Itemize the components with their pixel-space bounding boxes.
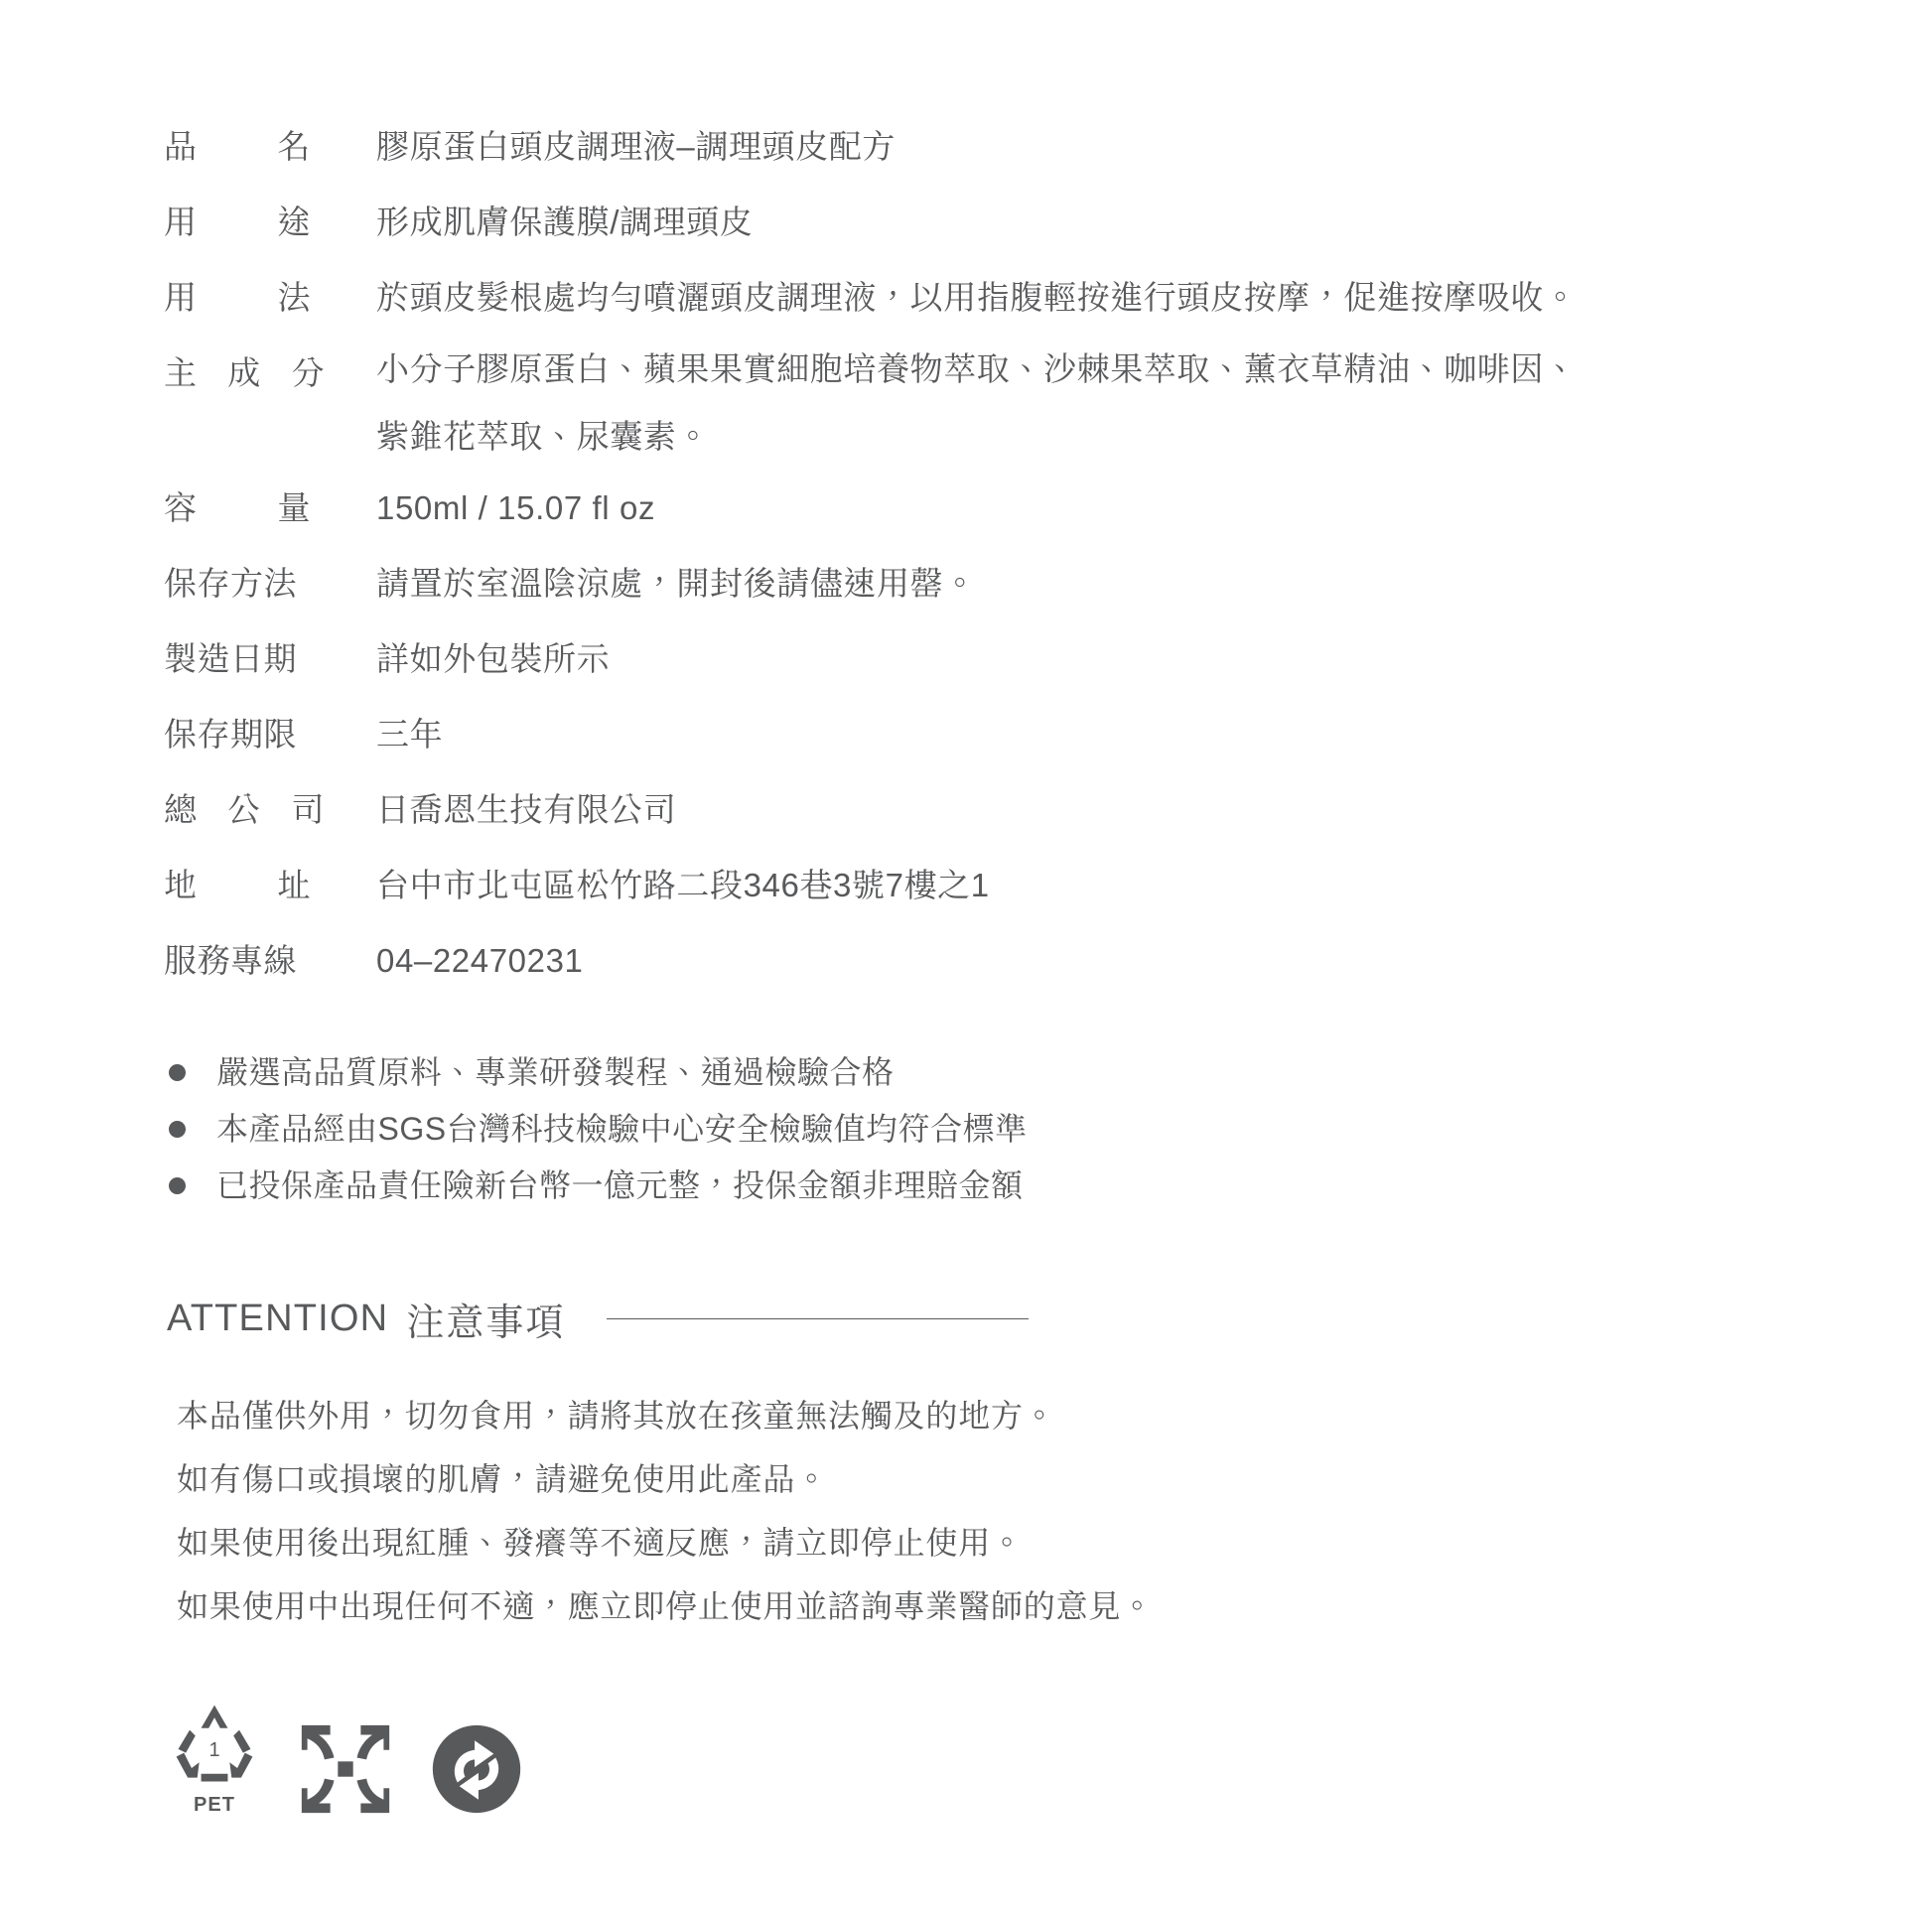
spec-label-text: 保存期限 (164, 716, 297, 753)
spec-label-product-name (164, 109, 372, 185)
product-spec-table (164, 109, 1792, 999)
spec-label-text: 製造日期 (164, 640, 297, 677)
list-item (167, 1101, 1932, 1158)
spec-label-company (164, 772, 372, 848)
spec-label-text: 用 途 (164, 204, 311, 240)
spec-value-volume: 150ml / 15.07 fl oz (376, 489, 656, 526)
table-row (164, 109, 1792, 185)
spec-label-purpose (164, 185, 372, 260)
attention-heading (167, 1292, 1932, 1346)
spec-label-service-line (164, 923, 372, 999)
bullet-dot-icon (169, 1177, 186, 1194)
spec-label-volume (164, 471, 372, 546)
table-row (164, 923, 1792, 999)
spec-label-usage (164, 260, 372, 336)
table-row (164, 471, 1792, 546)
list-item-label: 已投保產品責任險新台幣一億元整，投保金額非理賠金額 (216, 1167, 1024, 1203)
table-row (164, 697, 1792, 772)
list-item-label: 本產品經由SGS台灣科技檢驗中心安全檢驗值均符合標準 (216, 1111, 1028, 1147)
spec-table-body (164, 109, 1792, 999)
attention-list (177, 1384, 1932, 1638)
recycle-arrow-circle-icon (429, 1721, 524, 1817)
spec-label-text: 用 法 (164, 279, 311, 316)
list-item (167, 1044, 1932, 1101)
list-item: 本品僅供外用，切勿食用，請將其放在孩童無法觸及的地方。 (177, 1398, 1056, 1434)
spec-label-text: 保存方法 (164, 565, 297, 602)
table-row (164, 546, 1792, 621)
table-row (164, 185, 1792, 260)
table-row (164, 260, 1792, 336)
spec-value-storage: 請置於室溫陰涼處，開封後請儘速用罄。 (376, 565, 977, 602)
quality-bullet-list (167, 1044, 1932, 1214)
spec-value-shelf-life: 三年 (376, 716, 444, 753)
list-item (167, 1158, 1932, 1214)
bullet-dot-icon (169, 1121, 186, 1138)
list-item: 如果使用後出現紅腫、發癢等不適反應，請立即停止使用。 (177, 1525, 1024, 1561)
spec-value-product-name: 膠原蛋白頭皮調理液–調理頭皮配方 (376, 128, 896, 165)
spec-value-manufacture-date: 詳如外包裝所示 (376, 640, 611, 677)
spec-label-shelf-life (164, 697, 372, 772)
spec-label-text: 服務專線 (164, 942, 297, 979)
attention-title-zh: 注意事項 (406, 1302, 566, 1344)
spec-label-manufacture-date (164, 621, 372, 697)
spec-value-purpose: 形成肌膚保護膜/調理頭皮 (376, 204, 754, 240)
pet-label: PET (194, 1794, 235, 1816)
spec-value-usage: 於頭皮髮根處均勻噴灑頭皮調理液，以用指腹輕按進行頭皮按摩，促進按摩吸收。 (376, 279, 1578, 316)
list-item: 如有傷口或損壞的肌膚，請避免使用此產品。 (177, 1461, 829, 1497)
spec-label-text: 容 量 (164, 489, 311, 526)
spec-value-service-line: 04–22470231 (376, 942, 584, 979)
bullet-dot-icon (169, 1064, 186, 1081)
ingredients-line-1: 小分子膠原蛋白、蘋果果實細胞培養物萃取、沙棘果萃取、薰衣草精油、咖啡因、 (376, 350, 1578, 387)
spec-label-address (164, 848, 372, 923)
spec-label-text: 地 址 (164, 867, 311, 903)
spec-label-text: 品 名 (164, 128, 311, 165)
recycle-container-icon (298, 1721, 393, 1817)
pet-code: 1 (208, 1739, 220, 1761)
spec-value-ingredients (372, 336, 1792, 471)
table-row (164, 848, 1792, 923)
recycle-pet-icon (167, 1698, 262, 1817)
ingredients-line-2: 紫錐花萃取、尿囊素。 (376, 418, 710, 455)
list-item: 如果使用中出現任何不適，應立即停止使用並諮詢專業醫師的意見。 (177, 1588, 1155, 1624)
table-row (164, 621, 1792, 697)
heading-divider (607, 1318, 1029, 1319)
spec-label-storage (164, 546, 372, 621)
spec-value-company: 日喬恩生技有限公司 (376, 791, 677, 828)
spec-label-text: 總 公 司 (164, 791, 325, 828)
spec-value-address: 台中市北屯區松竹路二段346巷3號7樓之1 (376, 867, 990, 903)
attention-title-en: ATTENTION (167, 1298, 389, 1339)
spec-label-ingredients (164, 336, 372, 471)
recycling-icon-row (167, 1698, 1932, 1817)
list-item-label: 嚴選高品質原料、專業研發製程、通過檢驗合格 (216, 1054, 895, 1090)
table-row (164, 336, 1792, 471)
spec-label-text: 主 成 分 (164, 354, 325, 391)
table-row (164, 772, 1792, 848)
